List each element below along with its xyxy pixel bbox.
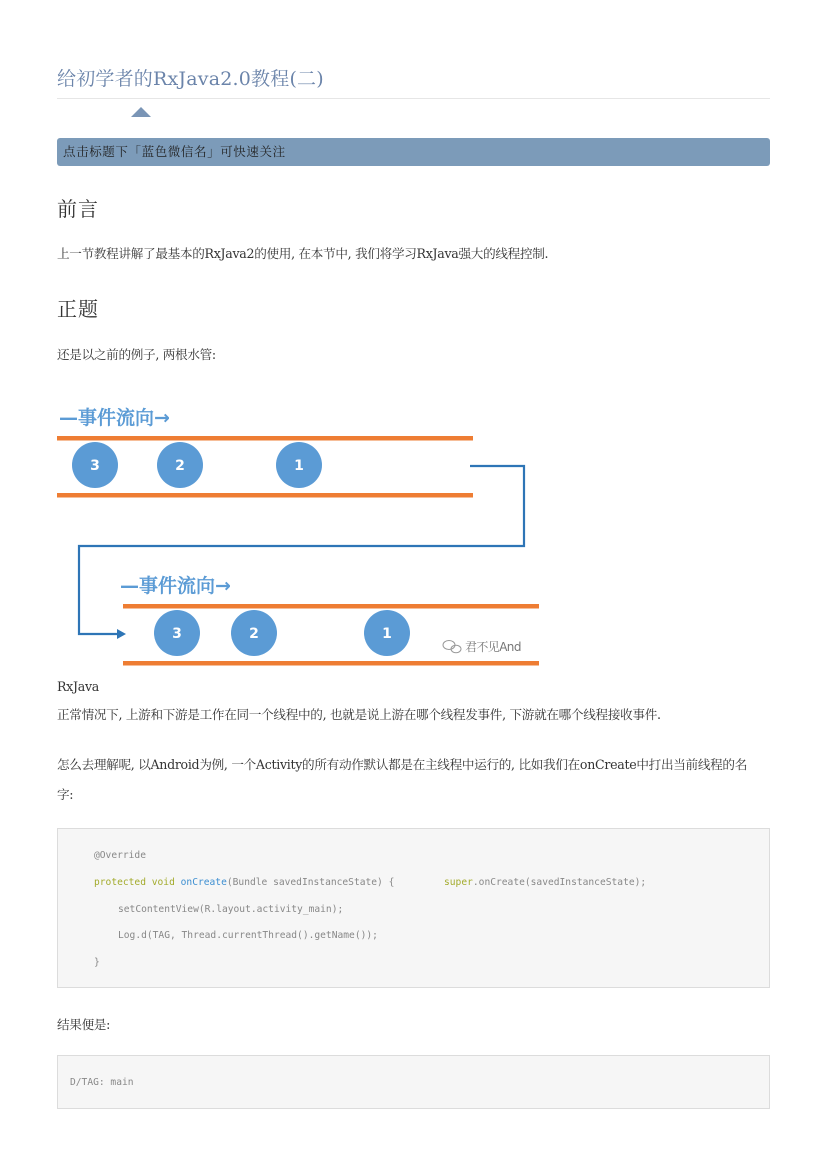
main-heading: 正题 [57,297,99,321]
code-line-setcontentview: setContentView(R.layout.activity_main); [118,904,344,915]
connector-line [79,466,524,634]
article [57,0,770,1169]
bottom-pipe-upper [123,604,539,609]
top-event-label-1: 1 [294,458,304,474]
triangle-up-icon [131,107,151,117]
article-title[interactable]: 给初学者的RxJava2.0教程(二) [57,68,324,90]
bottom-pipe-lower [123,661,539,666]
bottom-event-label-2: 2 [249,626,259,642]
pipe-diagram-svg [57,398,557,670]
paragraph-threading: 正常情况下, 上游和下游是工作在同一个线程中的, 也就是说上游在哪个线程发事件, 下游就在哪个线程接收事件. [57,707,661,722]
preface-heading: 前言 [57,197,99,221]
code-block [57,828,770,988]
code-line-annotation: @Override [94,850,146,861]
result-label: 结果便是: [57,1017,111,1032]
result-code-line: D/TAG: main [70,1077,134,1088]
title-divider [57,98,770,99]
code-method-name: onCreate [180,877,227,888]
arrow-right-icon [117,629,126,639]
top-pipe-lower [57,493,473,498]
top-pipe-upper [57,436,473,441]
bottom-event-label-3: 3 [172,626,182,642]
code-super-call: .onCreate(savedInstanceState); [472,877,647,888]
bottom-event-label-1: 1 [382,626,392,642]
watermark-text: 君不见And [465,640,521,654]
flow-label-top: —事件流向→ [59,407,170,429]
paragraph-android-line2: 字: [57,787,74,802]
pipe-diagram [57,398,557,670]
image-caption: RxJava [57,679,99,694]
top-event-label-2: 2 [175,458,185,474]
code-args: (Bundle savedInstanceState) { [226,877,395,888]
flow-label-bottom: —事件流向→ [120,575,231,597]
wechat-icon [443,641,461,653]
main-intro: 还是以之前的例子, 两根水管: [57,347,216,362]
code-line-signature [94,877,394,888]
code-super-keyword: super [444,877,473,888]
code-line-super [444,877,646,888]
code-line-close-brace: } [94,957,100,968]
follow-banner: 点击标题下「蓝色微信名」可快速关注 [57,138,770,166]
code-line-log: Log.d(TAG, Thread.currentThread().getName()); [118,930,378,941]
preface-text: 上一节教程讲解了最基本的RxJava2的使用, 在本节中, 我们将学习RxJava强大的线程控制. [57,246,549,261]
code-keyword: protected void [94,877,175,888]
result-code-block [57,1055,770,1109]
paragraph-android-line1: 怎么去理解呢, 以Android为例, 一个Activity的所有动作默认都是在主线程中运行的, 比如我们在onCreate中打出当前线程的名 [57,757,747,772]
top-event-label-3: 3 [90,458,100,474]
